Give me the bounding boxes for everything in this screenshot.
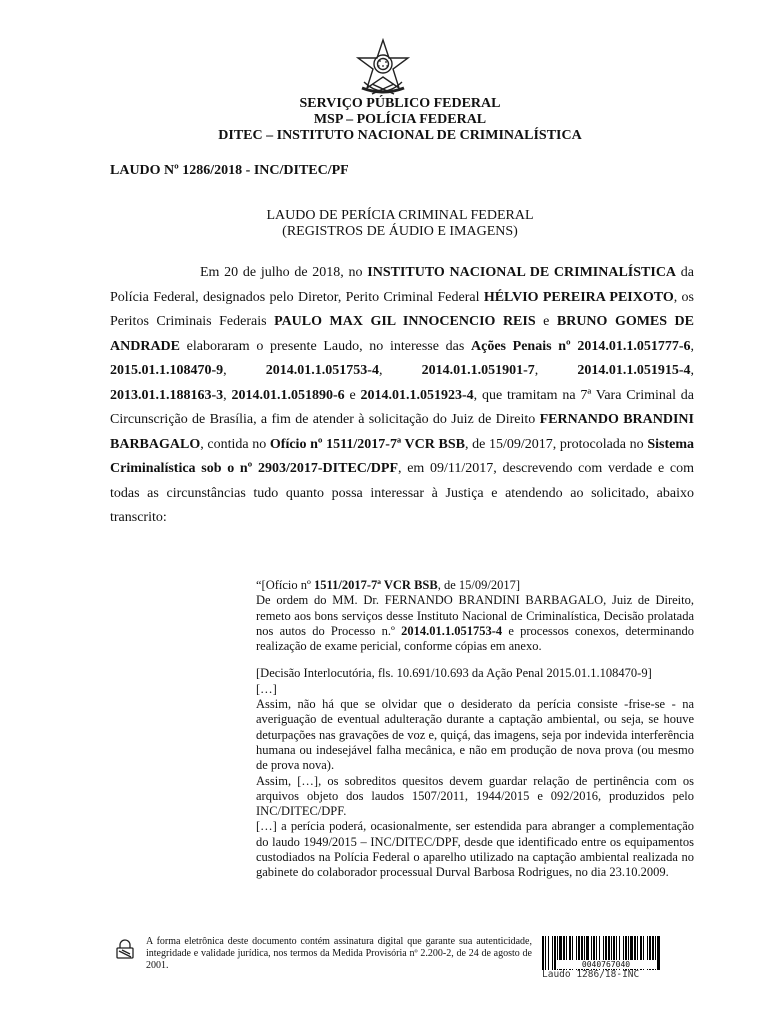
- barcode-bar: [545, 936, 546, 970]
- quote-oficio-text: De ordem do MM. Dr. FERNANDO BRANDINI BARBAGALO, Juiz de Direito, remeto aos bons serviços desse Instituto Nacional de Criminalística, Decisão prolatada nos autos do Processo n.º 2014.01.1.051753-4 e processos conexos, determinando realização de exame pericial, conforme cópias em anexo.: [256, 593, 694, 654]
- quote-paragraph: […] a perícia poderá, ocasionalmente, ser estendida para abranger a complementação do laudo 1949/2015 – INC/DITEC/DPF, desde que identificado entre os equipamentos custodiados na Polícia Federal o aparelho utilizado na captação ambiental realizada no gabinete do colaborador processual Durval Barbosa Rodrigues, no dia 23.10.2009.: [256, 819, 694, 880]
- quote-ellipsis: […]: [256, 681, 277, 696]
- brazil-coat-of-arms-icon: [354, 38, 412, 100]
- body-paragraph: Em 20 de julho de 2018, no INSTITUTO NACIONAL DE CRIMINALÍSTICA da Polícia Federal, designados pelo Diretor, Perito Criminal Federal HÉLVIO PEREIRA PEIXOTO, os Peritos Criminais Federais PAULO MAX GIL INNOCENCIO REIS e BRUNO GOMES DE ANDRADE elaboraram o presente Laudo, no interesse das Ações Penais nº 2014.01.1.051777-6, 2015.01.1.108470-9, 2014.01.1.051753-4, 2014.01.1.051901-7, 2014.01.1.051915-4, 2013.01.1.188163-3, 2014.01.1.051890-6 e 2014.01.1.051923-4, que tramitam na 7ª Vara Criminal da Circunscrição de Brasília, a fim de atender à solicitação do Juiz de Direito FERNANDO BRANDINI BARBAGALO, contida no Ofício nº 1511/2017-7ª VCR BSB, de 15/09/2017, protocolada no Sistema Criminalística sob o nº 2903/2017-DITEC/DPF, em 09/11/2017, descrevendo com verdade e com todas as circunstâncias tudo quanto possa interessar à Justiça e atendendo ao solicitado, abaixo transcrito:: [110, 265, 695, 525]
- document-subtitle: (REGISTROS DE ÁUDIO E IMAGENS): [282, 224, 518, 239]
- barcode-number: 0040767040: [556, 960, 656, 969]
- footer: [0, 930, 768, 1024]
- barcode-bar: [552, 936, 553, 970]
- quote-paragraph: Assim, […], os sobreditos quesitos devem guardar relação de pertinência com os arquivos objeto dos laudos 1507/2011, 1944/2015 e 092/2016, produzidos pelo INC/DITEC/DPF.: [256, 773, 694, 819]
- quote-decision-header: [Decisão Interlocutória, fls. 10.691/10.693 da Ação Penal 2015.01.1.108470-9]: [256, 666, 652, 681]
- digital-signature-notice: A forma eletrônica deste documento contém assinatura digital que garante sua autenticidade, integridade e validade jurídica, nos termos da Medida Provisória nº 2.200-2, de 24 de agosto de 2001.: [146, 936, 532, 972]
- header-ministry: MSP – POLÍCIA FEDERAL: [313, 112, 487, 127]
- barcode-bar: [548, 936, 549, 970]
- laudo-number: LAUDO Nº 1286/2018 - INC/DITEC/PF: [110, 163, 349, 178]
- quote-paragraph: Assim, não há que se olvidar que o desiderato da perícia consiste -frise-se - na averiguação de eventual adulteração durante a captação ambiental, ou seja, se houve deturpações nas gravações de voz e, quiçá, das imagens, seja por indevida interferência humana ou indesejável falha mecânica, e não em produção de nova prova (ou mesmo de prova nova).: [256, 697, 694, 773]
- barcode-bar: [657, 936, 660, 970]
- quote-oficio-header: “[Ofício nº 1511/2017-7ª VCR BSB, de 15/09/2017]: [256, 578, 521, 592]
- document-title: LAUDO DE PERÍCIA CRIMINAL FEDERAL: [266, 208, 534, 223]
- padlock-signature-icon: [114, 938, 136, 960]
- header-service: SERVIÇO PÚBLICO FEDERAL: [299, 96, 501, 111]
- barcode-label: Laudo 1286/18-INC: [542, 969, 640, 980]
- barcode-bar: [542, 936, 544, 970]
- transcribed-quote: [256, 578, 694, 881]
- header-institute: DITEC – INSTITUTO NACIONAL DE CRIMINALÍSTICA: [218, 128, 582, 143]
